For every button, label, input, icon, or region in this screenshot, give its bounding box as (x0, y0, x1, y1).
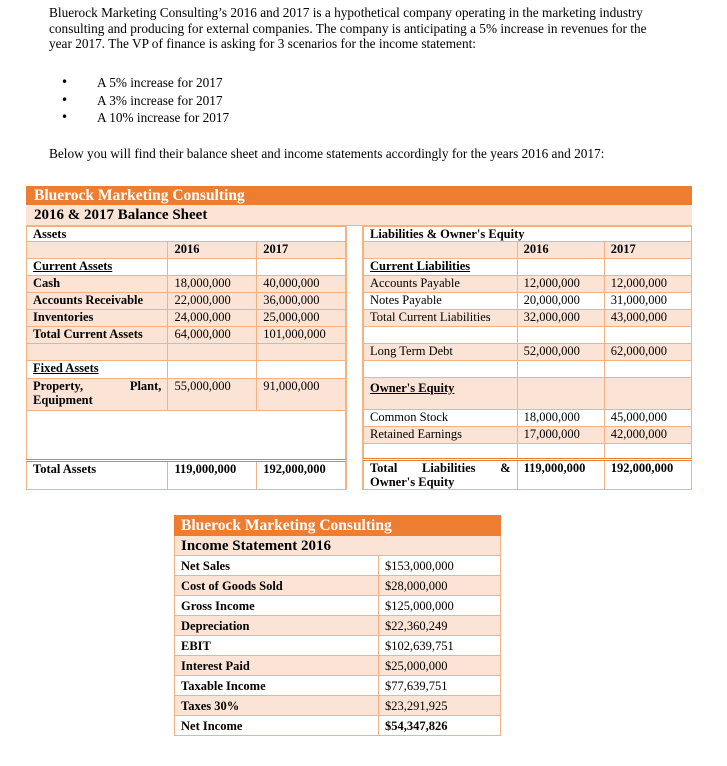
fixed-assets-heading: Fixed Assets (33, 361, 99, 376)
table-row: Retained Earnings 17,000,000 42,000,000 (363, 427, 691, 444)
assets-table (26, 226, 346, 490)
assets-col-2017: 2017 (257, 242, 346, 259)
table-row: Gross Income $125,000,000 (175, 596, 501, 616)
scenario-item: • A 10% increase for 2017 (60, 109, 229, 127)
scenario-item: • A 5% increase for 2017 (60, 74, 229, 92)
table-row: Notes Payable 20,000,000 31,000,000 (363, 293, 691, 310)
below-paragraph: Below you will find their balance sheet and income statements accordingly for the years 2016 and 2017: (49, 146, 605, 161)
income-statement-subtitle: Income Statement 2016 (175, 536, 501, 556)
table-row: Depreciation $22,360,249 (175, 616, 501, 636)
assets-header: Assets (27, 227, 346, 242)
table-row: Cost of Goods Sold $28,000,000 (175, 576, 501, 596)
liabilities-header: Liabilities & Owner's Equity (363, 227, 691, 242)
liabilities-col-2017: 2017 (604, 242, 691, 259)
column-gap (346, 226, 363, 490)
table-row: Inventories 24,000,000 25,000,000 (27, 310, 346, 327)
table-row: Accounts Payable 12,000,000 12,000,000 (363, 276, 691, 293)
table-row: Interest Paid $25,000,000 (175, 656, 501, 676)
table-row: Accounts Receivable 22,000,000 36,000,000 (27, 293, 346, 310)
table-row: Taxes 30% $23,291,925 (175, 696, 501, 716)
table-row: Common Stock 18,000,000 45,000,000 (363, 410, 691, 427)
current-assets-heading: Current Assets (33, 259, 113, 274)
balance-sheet-title: Bluerock Marketing Consulting (26, 186, 692, 205)
scenario-list (60, 74, 229, 127)
table-row: Total Current Liabilities 32,000,000 43,000,000 (363, 310, 691, 327)
intro-paragraph: Bluerock Marketing Consulting’s 2016 and 2017 is a hypothetical company operating in the marketing industry consulting and producing for external companies. The company is anticipating a 5% increase in revenues for the year 2017. The VP of finance is asking for 3 scenarios for the income statement: (49, 5, 647, 52)
table-row: Property, Plant, Equipment 55,000,000 91,000,000 (27, 378, 346, 410)
total-liabilities-row: Total Liabilities & Owner's Equity 119,000,000 192,000,000 (363, 460, 691, 490)
current-liabilities-heading: Current Liabilities (369, 259, 471, 273)
balance-sheet-subtitle: 2016 & 2017 Balance Sheet (26, 205, 692, 226)
liabilities-col-2016: 2016 (517, 242, 604, 259)
table-row: Long Term Debt 52,000,000 62,000,000 (363, 344, 691, 361)
total-assets-row: Total Assets 119,000,000 192,000,000 (27, 460, 346, 489)
owners-equity-heading: Owner's Equity (369, 381, 455, 395)
table-row: Cash 18,000,000 40,000,000 (27, 276, 346, 293)
intro-section (49, 5, 669, 52)
table-row: Total Current Assets 64,000,000 101,000,000 (27, 327, 346, 344)
balance-sheet (26, 186, 692, 490)
income-statement-title: Bluerock Marketing Consulting (175, 516, 501, 536)
income-statement (174, 515, 501, 736)
net-income-row: Net Income $54,347,826 (175, 716, 501, 736)
scenario-item: • A 3% increase for 2017 (60, 92, 229, 110)
table-row: Taxable Income $77,639,751 (175, 676, 501, 696)
table-row: Net Sales $153,000,000 (175, 556, 501, 576)
table-row: EBIT $102,639,751 (175, 636, 501, 656)
liabilities-table (363, 226, 692, 490)
assets-col-2016: 2016 (168, 242, 257, 259)
